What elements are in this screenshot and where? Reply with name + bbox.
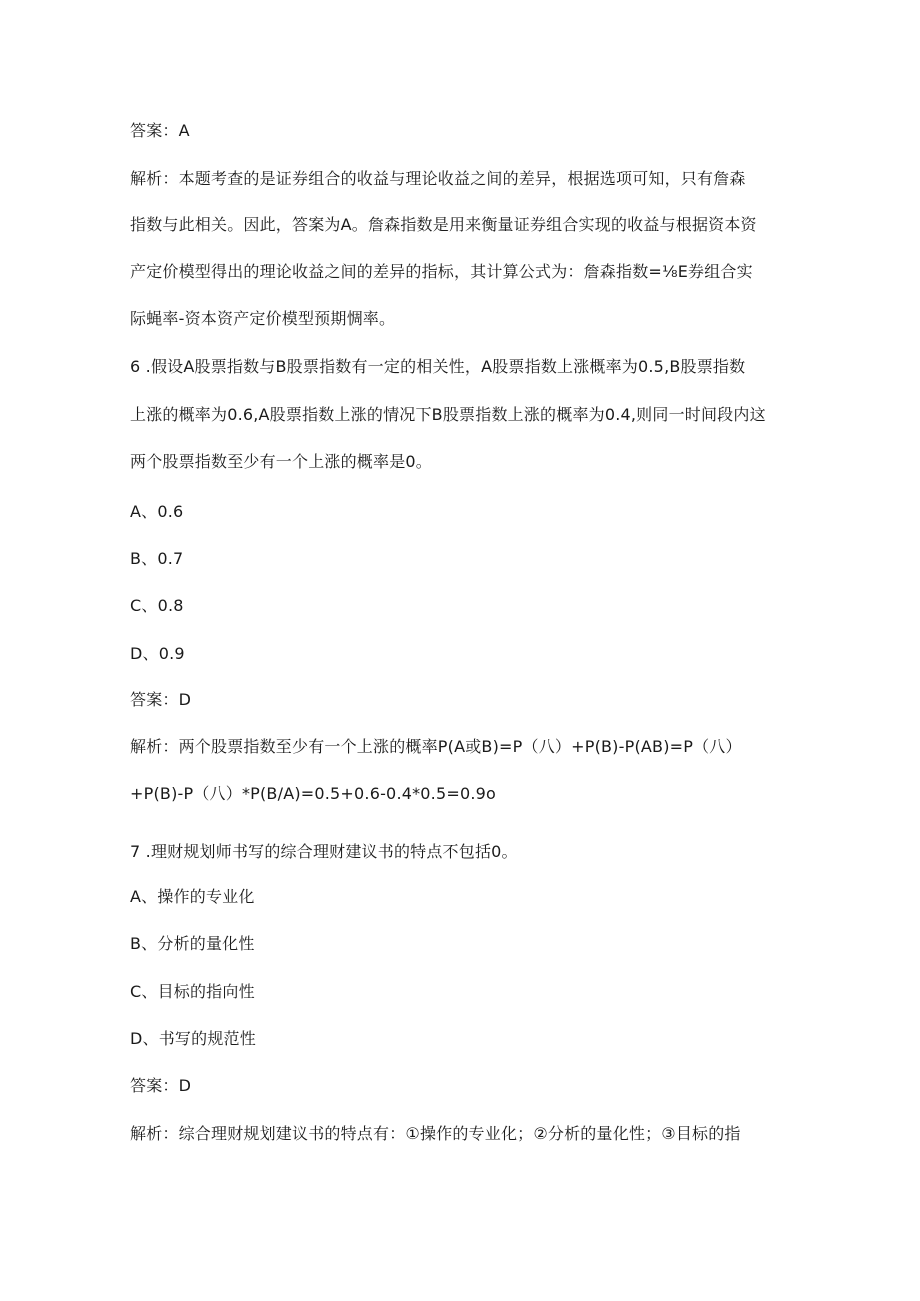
q6-option-a: A、0.6 — [130, 502, 184, 521]
q6-answer: 答案：D — [130, 690, 192, 709]
q5-explanation-line-4: 际蝇率-资本资产定价模型预期惆率。 — [130, 309, 396, 328]
q7-answer: 答案：D — [130, 1076, 192, 1095]
q6-explanation-line-1: 解析：两个股票指数至少有一个上涨的概率P(A或B)=P（八）+P(B)-P(AB)=P（八） — [130, 737, 742, 756]
q6-explanation-line-2: +P(B)-P（八）*P(B/A)=0.5+0.6-0.4*0.5=0.9o — [130, 784, 496, 803]
q6-option-d: D、0.9 — [130, 644, 185, 663]
q7-explanation: 解析：综合理财规划建议书的特点有：①操作的专业化；②分析的量化性；③目标的指 — [130, 1124, 741, 1143]
q7-option-a: A、操作的专业化 — [130, 887, 255, 906]
q7-option-d: D、书写的规范性 — [130, 1029, 256, 1048]
q7-question: 7 .理财规划师书写的综合理财建议书的特点不包括0。 — [130, 842, 518, 861]
q6-option-c: C、0.8 — [130, 596, 184, 615]
q6-option-b: B、0.7 — [130, 549, 184, 568]
q6-question-line-3: 两个股票指数至少有一个上涨的概率是0。 — [130, 452, 432, 471]
q7-option-c: C、目标的指向性 — [130, 982, 255, 1001]
q5-explanation-line-1: 解析：本题考查的是证券组合的收益与理论收益之间的差异，根据选项可知，只有詹森 — [130, 169, 746, 188]
q5-explanation-line-3: 产定价模型得出的理论收益之间的差异的指标，其计算公式为：詹森指数=⅛E券组合实 — [130, 262, 753, 281]
q6-question-line-1: 6 .假设A股票指数与B股票指数有一定的相关性，A股票指数上涨概率为0.5,B股票指数 — [130, 357, 746, 376]
q5-explanation-line-2: 指数与此相关。因此，答案为A。詹森指数是用来衡量证券组合实现的收益与根据资本资 — [130, 215, 757, 234]
q7-option-b: B、分析的量化性 — [130, 934, 255, 953]
q5-answer: 答案：A — [130, 121, 190, 140]
q6-question-line-2: 上涨的概率为0.6,A股票指数上涨的情况下B股票指数上涨的概率为0.4,则同一时间段内这 — [130, 405, 766, 424]
